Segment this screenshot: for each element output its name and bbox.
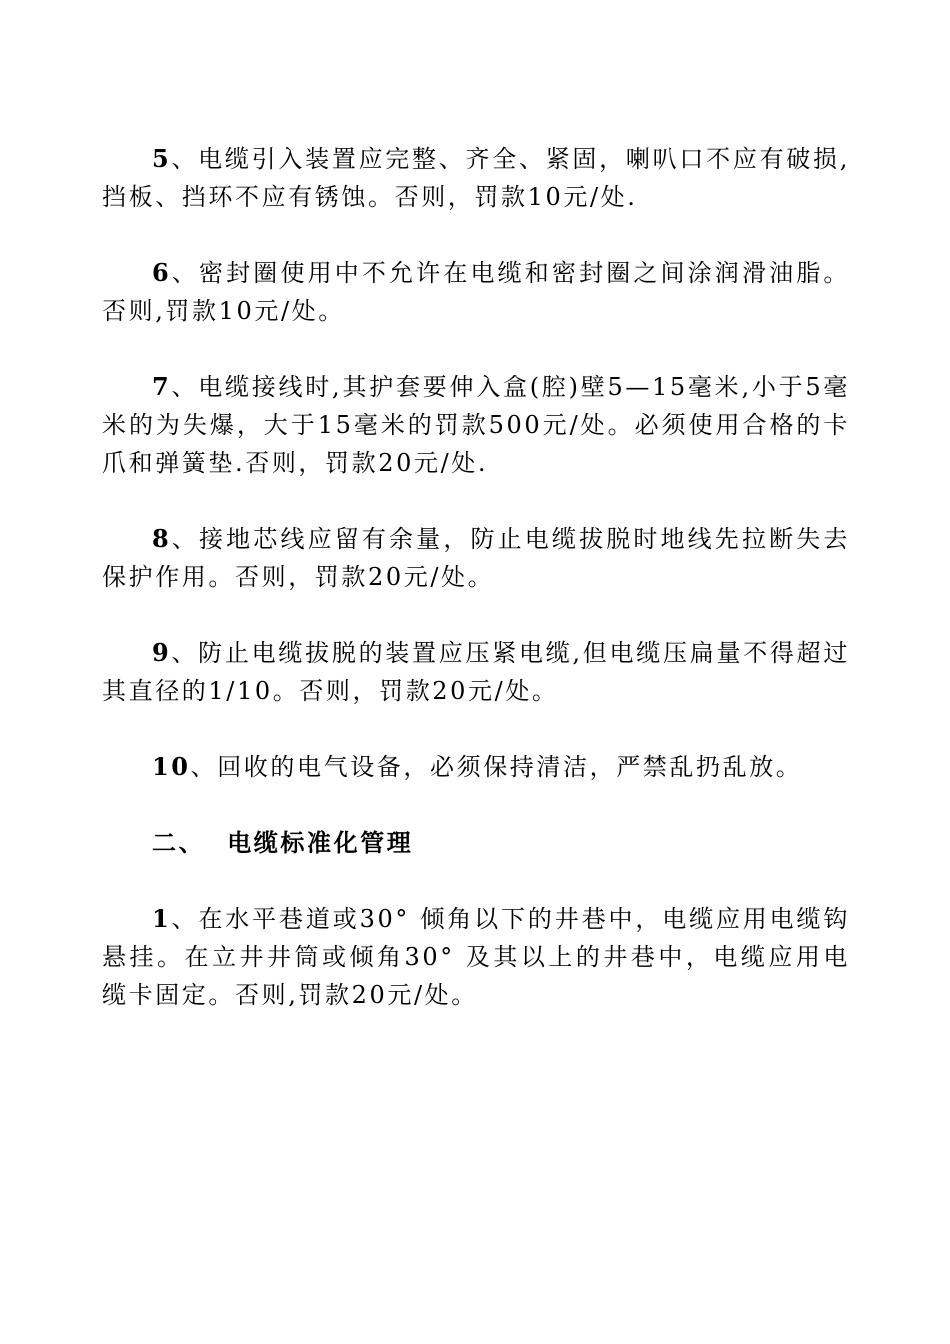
clause-number: 5 (152, 144, 172, 173)
clause-text: 、接地芯线应留有余量，防止电缆拔脱时地线先拉断失去保护作用。否则，罚款20元/处。 (102, 525, 850, 591)
clause-number: 7 (152, 372, 172, 401)
clause-text: 、密封圈使用中不允许在电缆和密封圈之间涂润滑油脂。否则,罚款10元/处。 (102, 259, 850, 325)
clause-text: 、回收的电气设备，必须保持清洁，严禁乱扔乱放。 (190, 753, 803, 781)
clause-text: 、电缆引入装置应完整、齐全、紧固，喇叭口不应有破损,挡板、挡环不应有锈蚀。否则，罚款10元/处. (102, 145, 850, 211)
section-title: 电缆标准化管理 (227, 828, 414, 857)
clause-number: 10 (152, 752, 191, 781)
clause-text: 、在水平巷道或30° 倾角以下的井巷中，电缆应用电缆钩悬挂。在立井井筒或倾角30° 及其以上的井巷中，电缆应用电缆卡固定。否则,罚款20元/处。 (102, 905, 850, 1009)
clause-text: 、电缆接线时,其护套要伸入盒(腔)壁5—15毫米,小于5毫米的为失爆，大于15毫米的罚款500元/处。必须使用合格的卡爪和弹簧垫.否则，罚款20元/处. (102, 373, 850, 477)
clause-5 (102, 140, 850, 216)
section-number: 二、 (152, 828, 206, 857)
clause-number: 6 (152, 258, 172, 287)
clause-number: 1 (152, 904, 172, 933)
clause-10 (102, 748, 850, 786)
section-clause-1 (102, 900, 850, 1014)
clause-9 (102, 634, 850, 710)
section-heading (102, 824, 850, 862)
clause-number: 9 (152, 638, 172, 667)
clause-7 (102, 368, 850, 482)
clause-6 (102, 254, 850, 330)
clause-number: 8 (152, 524, 172, 553)
clause-8 (102, 520, 850, 596)
document-page (102, 140, 850, 1052)
clause-text: 、防止电缆拔脱的装置应压紧电缆,但电缆压扁量不得超过其直径的1/10。否则，罚款20元/处。 (102, 639, 850, 705)
